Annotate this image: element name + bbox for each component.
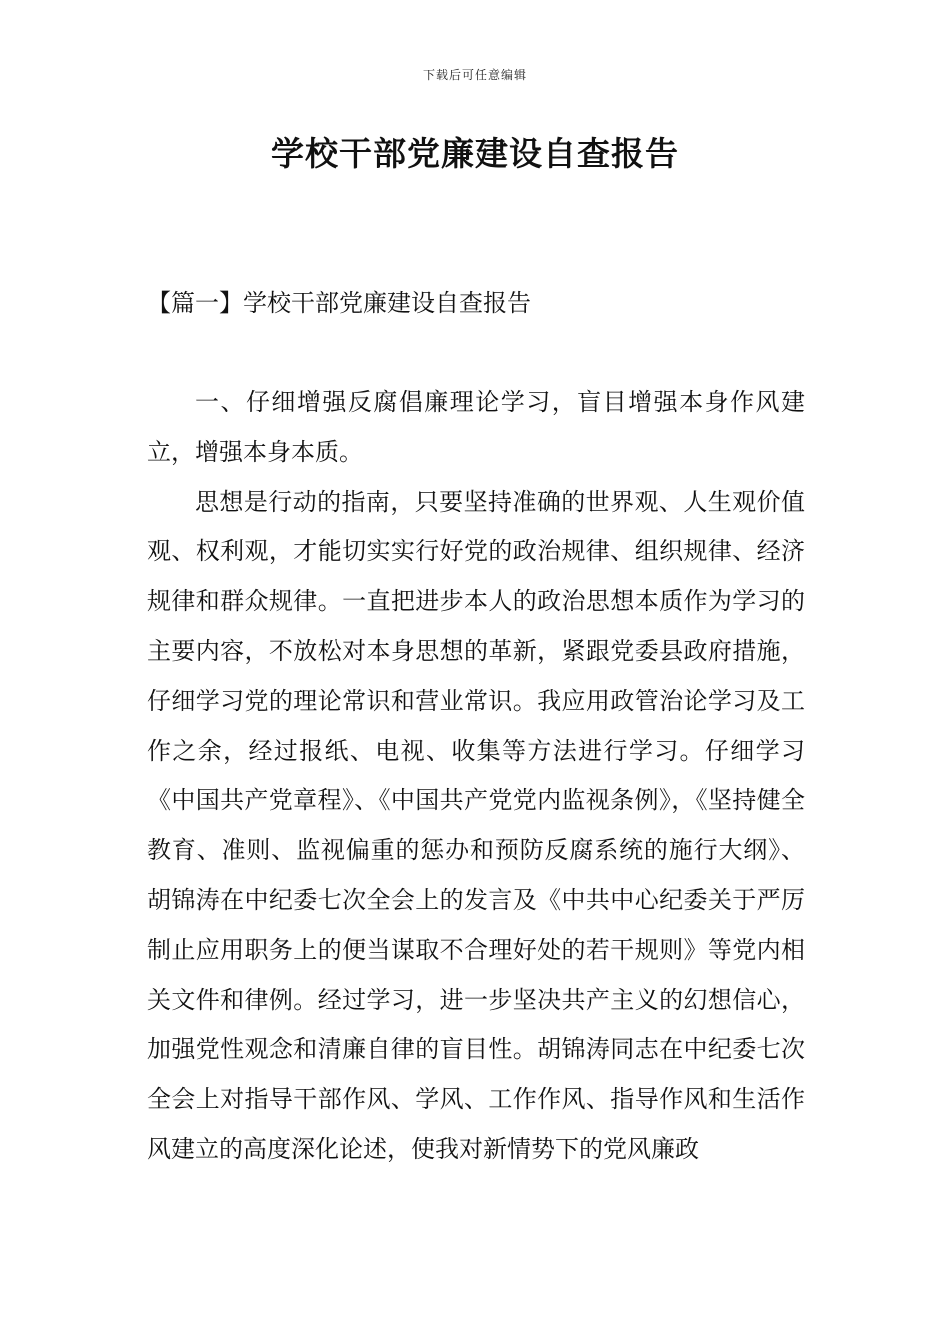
page-header-note: 下载后可任意编辑 — [422, 68, 527, 82]
section-heading: 【篇一】学校干部党廉建设自查报告 — [147, 289, 531, 317]
document-body — [147, 378, 805, 1175]
paragraph-1: 一、仔细增强反腐倡廉理论学习，盲目增强本身作风建立，增强本身本质。 — [147, 388, 805, 466]
paragraph-2: 思想是行动的指南，只要坚持准确的世界观、人生观价值观、权利观，才能切实实行好党的政治规律、组织规律、经济规律和群众规律。一直把进步本人的政治思想本质作为学习的主要内容，不放松对本身思想的革新，紧跟党委县政府措施，仔细学习党的理论常识和营业常识。我应用政管治论学习及工作之余，经过报纸、电视、收集等方法进行学习。仔细学习《中国共产党章程》、《中国共产党党内监视条例》，《坚持健全教育、准则、监视偏重的惩办和预防反腐系统的施行大纲》、胡锦涛在中纪委七次全会上的发言及《中共中心纪委关于严厉制止应用职务上的便当谋取不合理好处的若干规则》等党内相关文件和律例。经过学习，进一步坚决共产主义的幻想信心，加强党性观念和清廉自律的盲目性。胡锦涛同志在中纪委七次全会上对指导干部作风、学风、工作作风、指导作风和生活作风建立的高度深化论述，使我对新情势下的党风廉政 — [147, 487, 805, 1163]
document-title: 学校干部党廉建设自查报告 — [271, 134, 679, 173]
